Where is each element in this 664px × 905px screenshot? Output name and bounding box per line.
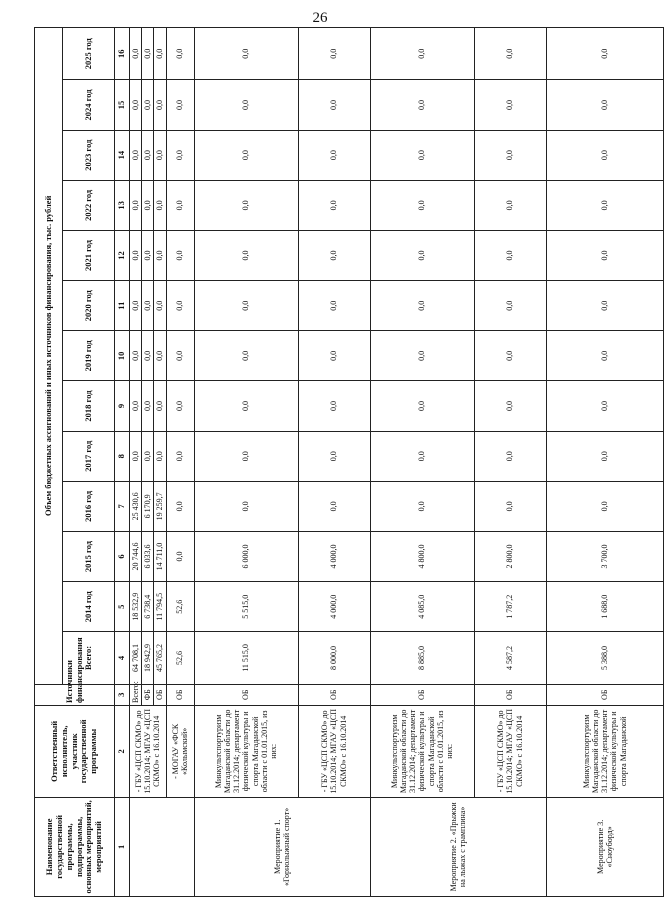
value-cell: 0,0 — [130, 381, 142, 431]
row-source-cell: ОБ — [370, 684, 474, 705]
table-row — [474, 28, 546, 897]
value-cell: 0,0 — [194, 381, 298, 431]
value-cell: 0,0 — [546, 28, 663, 80]
page-number: 26 — [312, 10, 328, 26]
value-cell: 0,0 — [298, 28, 370, 80]
value-cell: 0,0 — [546, 431, 663, 481]
value-cell: 0,0 — [546, 80, 663, 130]
value-cell: 0,0 — [142, 130, 154, 180]
value-cell: 0,0 — [370, 431, 474, 481]
value-cell: 0,0 — [194, 481, 298, 531]
value-cell: 0,0 — [370, 331, 474, 381]
value-cell: 3 700,0 — [546, 531, 663, 581]
financing-table — [34, 27, 664, 897]
value-cell: 45 765,2 — [154, 632, 166, 684]
value-cell: 4 085,0 — [370, 582, 474, 632]
value-cell: 0,0 — [194, 130, 298, 180]
column-number: 7 — [115, 481, 130, 531]
row-source-cell: ОБ — [298, 684, 370, 705]
column-number: 6 — [115, 531, 130, 581]
header-year: 2018 год — [63, 381, 115, 431]
table-row — [130, 28, 142, 897]
value-cell: 0,0 — [370, 381, 474, 431]
table-row — [166, 28, 194, 897]
value-cell: 0,0 — [166, 331, 194, 381]
row-source-cell: ОБ — [546, 684, 663, 705]
value-cell: 0,0 — [130, 331, 142, 381]
value-cell: 0,0 — [154, 130, 166, 180]
header-year: 2025 год — [63, 28, 115, 80]
value-cell: 0,0 — [370, 80, 474, 130]
value-cell: 19 259,7 — [154, 481, 166, 531]
value-cell: 0,0 — [546, 230, 663, 280]
value-cell: 0,0 — [130, 130, 142, 180]
value-cell: 0,0 — [546, 130, 663, 180]
rotated-table-container — [34, 27, 664, 897]
header-funding-group: Объем бюджетных ассигнований и иных источников финансирования, тыс. рублей — [35, 28, 63, 685]
value-cell: 0,0 — [298, 80, 370, 130]
header-total: Всего: — [63, 632, 115, 684]
value-cell: 0,0 — [130, 80, 142, 130]
value-cell: 0,0 — [474, 230, 546, 280]
column-number: 3 — [115, 684, 130, 705]
header-name: Наименование государственной программы, подпрограммы, основных мероприятий, мероприятий — [35, 797, 115, 896]
value-cell: 0,0 — [166, 531, 194, 581]
value-cell: 0,0 — [142, 431, 154, 481]
value-cell: 0,0 — [474, 28, 546, 80]
value-cell: 6 033,6 — [142, 531, 154, 581]
value-cell: 0,0 — [142, 381, 154, 431]
value-cell: 0,0 — [298, 481, 370, 531]
value-cell: 0,0 — [154, 431, 166, 481]
row-executor-cell: - ГБУ «ЦСП СКМО» до 15.10.2014; МГАУ «ЦСП СКМО» с 16.10.2014 — [298, 705, 370, 797]
value-cell: 0,0 — [154, 281, 166, 331]
value-cell: 11 515,0 — [194, 632, 298, 684]
column-number: 4 — [115, 632, 130, 684]
value-cell: 18 532,9 — [130, 582, 142, 632]
value-cell: 4 587,2 — [474, 632, 546, 684]
value-cell: 8 885,0 — [370, 632, 474, 684]
value-cell: 0,0 — [194, 281, 298, 331]
value-cell: 0,0 — [474, 381, 546, 431]
table-row — [370, 28, 474, 897]
row-executor-cell: Минкультспортуризм Магаданской области до 31.12.2014; департамент физической культуры и спорта Магаданской области с 01.01.2015, из них: — [370, 705, 474, 797]
value-cell: 1 787,2 — [474, 582, 546, 632]
header-year: 2022 год — [63, 180, 115, 230]
value-cell: 0,0 — [298, 130, 370, 180]
column-number: 13 — [115, 180, 130, 230]
header-year: 2024 год — [63, 80, 115, 130]
column-number: 1 — [115, 797, 130, 896]
value-cell: 0,0 — [142, 281, 154, 331]
value-cell: 0,0 — [166, 28, 194, 80]
value-cell: 0,0 — [166, 281, 194, 331]
value-cell: 0,0 — [142, 80, 154, 130]
value-cell: 0,0 — [194, 80, 298, 130]
value-cell: 0,0 — [142, 28, 154, 80]
value-cell: 4 000,0 — [298, 531, 370, 581]
value-cell: 0,0 — [166, 180, 194, 230]
value-cell: 25 430,6 — [130, 481, 142, 531]
value-cell: 0,0 — [474, 130, 546, 180]
row-name-cell — [130, 797, 195, 896]
row-source-cell: ФБ — [142, 684, 154, 705]
value-cell: 0,0 — [130, 281, 142, 331]
row-source-cell: ОБ — [194, 684, 298, 705]
value-cell: 0,0 — [130, 28, 142, 80]
value-cell: 6 738,4 — [142, 582, 154, 632]
header-year: 2019 год — [63, 331, 115, 381]
value-cell: 11 794,5 — [154, 582, 166, 632]
value-cell: 0,0 — [194, 230, 298, 280]
value-cell: 0,0 — [194, 180, 298, 230]
value-cell: 0,0 — [142, 180, 154, 230]
row-source-cell: ОБ — [166, 684, 194, 705]
value-cell: 0,0 — [298, 331, 370, 381]
header-executor: Ответственный исполнитель, участник государственной программы — [35, 705, 115, 797]
value-cell: 0,0 — [546, 281, 663, 331]
row-executor-cell: - ГБУ «ЦСП СКМО» до 15.10.2014; МГАУ «ЦСП СКМО» с 16.10.2014 — [130, 705, 167, 797]
row-executor-cell: - МОГАУ «ФСК «Колымский» — [166, 705, 194, 797]
value-cell: 20 744,6 — [130, 531, 142, 581]
value-cell: 0,0 — [130, 180, 142, 230]
value-cell: 0,0 — [474, 180, 546, 230]
column-number: 8 — [115, 431, 130, 481]
header-year: 2015 год — [63, 531, 115, 581]
value-cell: 0,0 — [154, 28, 166, 80]
row-executor-cell: Минкультспортуризм Магаданской области до 31.12.2014; департамент физической культуры и спорта Магаданской — [546, 705, 663, 797]
column-number: 15 — [115, 80, 130, 130]
value-cell: 0,0 — [298, 381, 370, 431]
value-cell: 1 688,0 — [546, 582, 663, 632]
value-cell: 0,0 — [474, 80, 546, 130]
header-year: 2021 год — [63, 230, 115, 280]
column-number: 11 — [115, 281, 130, 331]
value-cell: 0,0 — [546, 481, 663, 531]
value-cell: 0,0 — [154, 180, 166, 230]
value-cell: 0,0 — [154, 80, 166, 130]
table-row — [194, 28, 298, 897]
value-cell: 5 388,0 — [546, 632, 663, 684]
header-year: 2016 год — [63, 481, 115, 531]
row-executor-cell: Минкультспортуризм Магаданской области до 31.12.2014; департамент физической культуры и спорта Магаданской области с 01.01.2015, из них: — [194, 705, 298, 797]
column-number: 12 — [115, 230, 130, 280]
value-cell: 0,0 — [298, 431, 370, 481]
value-cell: 0,0 — [370, 281, 474, 331]
value-cell: 0,0 — [370, 28, 474, 80]
value-cell: 5 515,0 — [194, 582, 298, 632]
value-cell: 0,0 — [130, 431, 142, 481]
value-cell: 4 800,0 — [370, 531, 474, 581]
value-cell: 0,0 — [166, 230, 194, 280]
value-cell: 0,0 — [166, 481, 194, 531]
value-cell: 0,0 — [298, 230, 370, 280]
column-number: 10 — [115, 331, 130, 381]
value-cell: 0,0 — [370, 180, 474, 230]
value-cell: 0,0 — [194, 28, 298, 80]
row-name-cell: Мероприятие 1. «Горнолыжный спорт» — [194, 797, 370, 896]
value-cell: 0,0 — [194, 331, 298, 381]
value-cell: 0,0 — [194, 431, 298, 481]
value-cell: 0,0 — [546, 331, 663, 381]
column-number: 2 — [115, 705, 130, 797]
value-cell: 0,0 — [370, 481, 474, 531]
column-number: 16 — [115, 28, 130, 80]
value-cell: 0,0 — [474, 331, 546, 381]
header-year: 2014 год — [63, 582, 115, 632]
header-year: 2017 год — [63, 431, 115, 481]
row-name-cell: Мероприятие 2. «Прыжки на лыжах с трамплина» — [370, 797, 546, 896]
value-cell: 64 708,1 — [130, 632, 142, 684]
value-cell: 8 000,0 — [298, 632, 370, 684]
row-name-cell: Мероприятие 3. «Сноуборд» — [546, 797, 663, 896]
value-cell: 0,0 — [370, 230, 474, 280]
table-row — [546, 28, 663, 897]
value-cell: 0,0 — [546, 180, 663, 230]
header-year: 2023 год — [63, 130, 115, 180]
row-source-cell: Всего: — [130, 684, 142, 705]
column-number: 14 — [115, 130, 130, 180]
row-executor-cell: - ГБУ «ЦСП СКМО» до 15.10.2014; МГАУ «ЦСП СКМО» с 16.10.2014 — [474, 705, 546, 797]
value-cell: 2 800,0 — [474, 531, 546, 581]
value-cell: 0,0 — [370, 130, 474, 180]
value-cell: 0,0 — [474, 281, 546, 331]
value-cell: 0,0 — [130, 230, 142, 280]
value-cell: 0,0 — [142, 230, 154, 280]
value-cell: 6 170,9 — [142, 481, 154, 531]
value-cell: 6 000,0 — [194, 531, 298, 581]
value-cell: 0,0 — [154, 230, 166, 280]
value-cell: 0,0 — [474, 431, 546, 481]
value-cell: 0,0 — [166, 130, 194, 180]
value-cell: 52,6 — [166, 582, 194, 632]
value-cell: 18 942,9 — [142, 632, 154, 684]
column-number: 5 — [115, 582, 130, 632]
value-cell: 0,0 — [154, 381, 166, 431]
value-cell: 0,0 — [298, 281, 370, 331]
value-cell: 0,0 — [546, 381, 663, 431]
value-cell: 0,0 — [166, 431, 194, 481]
value-cell: 0,0 — [298, 180, 370, 230]
value-cell: 0,0 — [166, 381, 194, 431]
header-year: 2020 год — [63, 281, 115, 331]
value-cell: 4 000,0 — [298, 582, 370, 632]
value-cell: 0,0 — [142, 331, 154, 381]
value-cell: 0,0 — [166, 80, 194, 130]
column-number: 9 — [115, 381, 130, 431]
row-source-cell: ОБ — [154, 684, 166, 705]
value-cell: 52,6 — [166, 632, 194, 684]
row-source-cell: ОБ — [474, 684, 546, 705]
header-source: Источники финансирования — [35, 684, 115, 705]
table-row — [298, 28, 370, 897]
value-cell: 0,0 — [154, 331, 166, 381]
value-cell: 0,0 — [474, 481, 546, 531]
value-cell: 14 711,0 — [154, 531, 166, 581]
